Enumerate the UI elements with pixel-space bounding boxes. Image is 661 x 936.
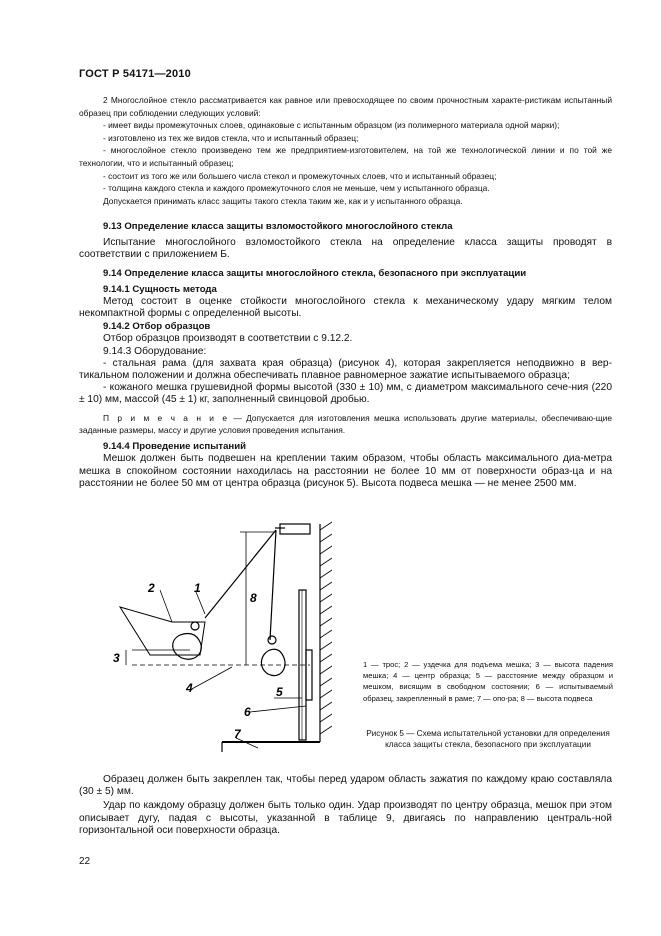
label-3: 3: [113, 651, 120, 665]
note-2-line: - изготовлено из тех же видов стекла, что и испытанный образец;: [103, 132, 359, 143]
section-9-14: [79, 267, 612, 490]
top-beam: [280, 524, 310, 534]
test-sample: [306, 650, 312, 700]
rope-pulled: [205, 530, 276, 618]
label-8: 8: [250, 591, 257, 605]
note-2: [79, 94, 612, 207]
subsection-heading: 9.14.1 Сущность метода: [103, 284, 217, 295]
standard-header: ГОСТ Р 54171—2010: [79, 68, 191, 80]
page-number: 22: [79, 856, 91, 867]
note-2-line: 2 Многослойное стекло рассматривается как равное или превосходящее по своим прочностным характе-ристикам испытанный образец при соблюдении следующих условий:: [79, 95, 612, 118]
note-2-line: - многослойное стекло произведено тем же предприятием-изготовителем, на той же технологической линии и по той же технологии, что и испытанный образец;: [79, 145, 612, 168]
figure-5-diagram: [100, 518, 345, 758]
note-2-line: - состоит из того же или большего числа стекол и промежуточных слоев, что и испытанный образец;: [103, 170, 497, 181]
label-2: 2: [148, 581, 155, 595]
figure-legend: 1 — трос; 2 — уздечка для подъема мешка; 3 — высота падения мешка; 4 — центр образца; 5 — расстояние между образцом и мешком, висящим в свободном состоянии; 6 — испытываемый образец, закрепленный в раме; 7 — опо-ра; 8 — высота подвеса: [363, 660, 613, 703]
section-9-13: [79, 220, 612, 261]
wall-hatch: [320, 522, 332, 734]
label-4: 4: [186, 681, 193, 695]
subsection-heading: 9.14.4 Проведение испытаний: [103, 441, 247, 453]
note: [79, 412, 612, 437]
paragraph: Отбор образцов производят в соответствии с 9.12.2.: [103, 333, 353, 345]
paragraph: Образец должен быть закреплен так, чтобы перед ударом область зажатия по каждому краю составляла (30 ± 5) мм.: [79, 774, 612, 798]
rope-suspended: [270, 530, 276, 640]
figure-title: Рисунок 5 — Схема испытательной установки для определения класса защиты стекла, безопасного при эксплуатации: [366, 729, 610, 750]
label-5: 5: [276, 685, 283, 699]
note-2-line: - имеет виды промежуточных слоев, одинаковые с испытанным образцом (из полимерного материала одной марки);: [103, 120, 560, 131]
paragraph: - кожаного мешка грушевидной формы высотой (330 ± 10) мм, с диаметром максимального сече-ния (220 ± 10) мм, массой (45 ± 1) кг, заполненный свинцовой дробью.: [79, 382, 612, 406]
subsection-heading: 9.14.3 Оборудование:: [103, 345, 207, 357]
section-heading: 9.13 Определение класса защиты взломостойкого многослойного стекла: [103, 221, 453, 232]
lift-platform: [120, 607, 205, 655]
label-1: 1: [194, 581, 201, 595]
note-label: П р и м е ч а н и е: [103, 412, 230, 423]
label-6: 6: [244, 705, 251, 719]
paragraph: Мешок должен быть подвешен на креплении таким образом, чтобы область максимального диа-метра мешка в спокойном состоянии находилась на расстоянии не более 10 мм от поверхности образ-ца и на расстоянии не более 50 мм от центра образца (рисунок 5). Высота подвеса мешка — не менее 2500 мм.: [79, 453, 612, 489]
note-text: — Допускается для изготовления мешка использовать другие материалы, обеспечиваю-щие заданные размеры, массу и другие условия проведения испытания.: [79, 412, 612, 436]
subsection-heading: 9.14.2 Отбор образцов: [103, 321, 211, 333]
label-7: 7: [234, 727, 241, 741]
paragraph: - стальная рама (для захвата края образца) (рисунок 4), которая закрепляется неподвижно в вер-тикальном положении и должна обеспечивать плавное равномерное зажатие испытываемого образца;: [79, 357, 612, 382]
section-heading: 9.14 Определение класса защиты многослойного стекла, безопасного при эксплуатации: [103, 268, 527, 279]
note-2-line: Допускается принимать класс защиты такого стекла таким же, как и у испытанного образца.: [103, 195, 463, 206]
paragraph: Удар по каждому образцу должен быть только один. Удар производят по центру образца, мешок при этом описывает дугу, падая с высоты, указанной в таблице 9, двигаясь по направлению централь-ной горизонтальной оси поверхности образца.: [79, 800, 612, 836]
paragraph: Метод состоит в оценке стойкости многослойного стекла к механическому удару мягким телом некомпактной формы с определенной высоты.: [79, 296, 612, 320]
note-2-line: - толщина каждого стекла и каждого промежуточного слоя не меньше, чем у испытанного образца.: [103, 183, 490, 194]
paragraph: Испытание многослойного взломостойкого стекла на определение класса защиты проводят в соответствии с приложением Б.: [79, 237, 612, 261]
bag-hanging: [261, 649, 285, 675]
after-figure: [79, 774, 612, 837]
